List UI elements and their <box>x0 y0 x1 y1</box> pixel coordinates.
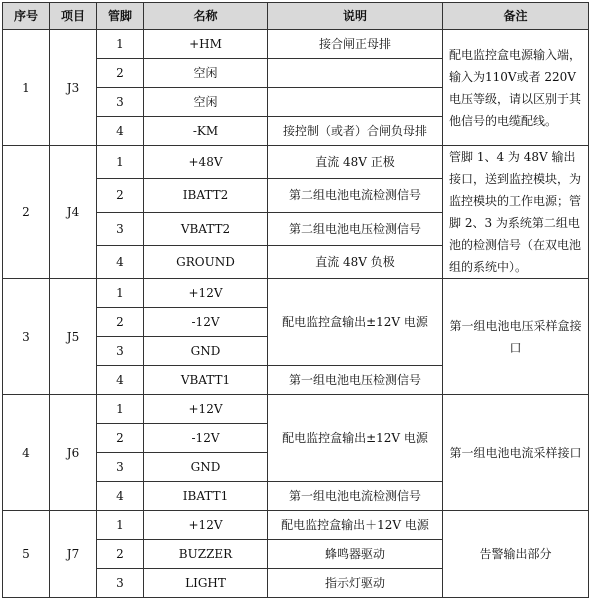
pin-name: +12V <box>144 279 268 308</box>
pin-number: 4 <box>97 245 144 278</box>
pin-number: 2 <box>97 59 144 88</box>
header-item: 项目 <box>50 3 97 30</box>
pin-desc: 蜂鸣器驱动 <box>268 540 443 569</box>
group-note: 第一组电池电压采样盒接口 <box>443 279 589 395</box>
group-no: 1 <box>3 30 50 146</box>
pin-name: IBATT1 <box>144 482 268 511</box>
pin-name: +48V <box>144 146 268 179</box>
header-row <box>3 3 589 30</box>
group-item: J6 <box>50 395 97 511</box>
pin-number: 3 <box>97 337 144 366</box>
pin-desc <box>268 59 443 88</box>
pin-name: +12V <box>144 511 268 540</box>
table-row <box>3 30 589 59</box>
pin-desc-merged: 配电监控盒输出±12V 电源 <box>268 279 443 366</box>
group-note: 第一组电池电流采样接口 <box>443 395 589 511</box>
pin-desc: 配电监控盒输出＋12V 电源 <box>268 511 443 540</box>
pin-number: 4 <box>97 366 144 395</box>
pin-name: BUZZER <box>144 540 268 569</box>
pin-desc <box>268 88 443 117</box>
pin-desc: 接控制（或者）合闸负母排 <box>268 117 443 146</box>
pin-definition-table <box>2 2 589 598</box>
pin-desc: 第二组电池电压检测信号 <box>268 212 443 245</box>
pin-number: 1 <box>97 146 144 179</box>
pin-number: 3 <box>97 212 144 245</box>
group-item: J7 <box>50 511 97 598</box>
group-note: 告警输出部分 <box>443 511 589 598</box>
pin-number: 1 <box>97 279 144 308</box>
pin-number: 1 <box>97 511 144 540</box>
pin-name: GND <box>144 453 268 482</box>
pin-number: 2 <box>97 179 144 212</box>
group-no: 4 <box>3 395 50 511</box>
pin-name: 空闲 <box>144 88 268 117</box>
header-desc: 说明 <box>268 3 443 30</box>
table-row <box>3 279 589 308</box>
pin-name: VBATT1 <box>144 366 268 395</box>
header-pin: 管脚 <box>97 3 144 30</box>
pin-number: 3 <box>97 88 144 117</box>
group-note: 管脚 1、4 为 48V 输出接口，送到监控模块，为监控模块的工作电源；管脚 2、3 为系统第二组电池的检测信号（在双电池组的系统中）。 <box>443 146 589 279</box>
pin-name: VBATT2 <box>144 212 268 245</box>
pin-desc: 第一组电池电压检测信号 <box>268 366 443 395</box>
group-item: J5 <box>50 279 97 395</box>
pin-number: 2 <box>97 540 144 569</box>
pin-number: 3 <box>97 569 144 598</box>
pin-name: LIGHT <box>144 569 268 598</box>
pin-number: 1 <box>97 395 144 424</box>
pin-number: 2 <box>97 424 144 453</box>
pin-number: 3 <box>97 453 144 482</box>
pin-name: 空闲 <box>144 59 268 88</box>
header-no: 序号 <box>3 3 50 30</box>
pin-name: -12V <box>144 424 268 453</box>
pin-name: IBATT2 <box>144 179 268 212</box>
group-no: 5 <box>3 511 50 598</box>
pin-number: 1 <box>97 30 144 59</box>
pin-desc: 接合闸正母排 <box>268 30 443 59</box>
pin-name: +HM <box>144 30 268 59</box>
pin-name: GND <box>144 337 268 366</box>
pin-name: -12V <box>144 308 268 337</box>
pin-desc-merged: 配电监控盒输出±12V 电源 <box>268 395 443 482</box>
pin-desc: 第二组电池电流检测信号 <box>268 179 443 212</box>
group-no: 3 <box>3 279 50 395</box>
group-item: J4 <box>50 146 97 279</box>
pin-name: GROUND <box>144 245 268 278</box>
group-no: 2 <box>3 146 50 279</box>
table-row <box>3 511 589 540</box>
pin-desc: 直流 48V 正极 <box>268 146 443 179</box>
pin-name: +12V <box>144 395 268 424</box>
table-row <box>3 395 589 424</box>
table-row <box>3 146 589 179</box>
pin-number: 4 <box>97 117 144 146</box>
header-note: 备注 <box>443 3 589 30</box>
header-name: 名称 <box>144 3 268 30</box>
group-note: 配电监控盒电源输入端，输入为110V或者 220V电压等级，请以区别于其他信号的电缆配线。 <box>443 30 589 146</box>
group-item: J3 <box>50 30 97 146</box>
pin-desc: 直流 48V 负极 <box>268 245 443 278</box>
pin-desc: 第一组电池电流检测信号 <box>268 482 443 511</box>
pin-desc: 指示灯驱动 <box>268 569 443 598</box>
pin-number: 2 <box>97 308 144 337</box>
pin-name: -KM <box>144 117 268 146</box>
pin-number: 4 <box>97 482 144 511</box>
